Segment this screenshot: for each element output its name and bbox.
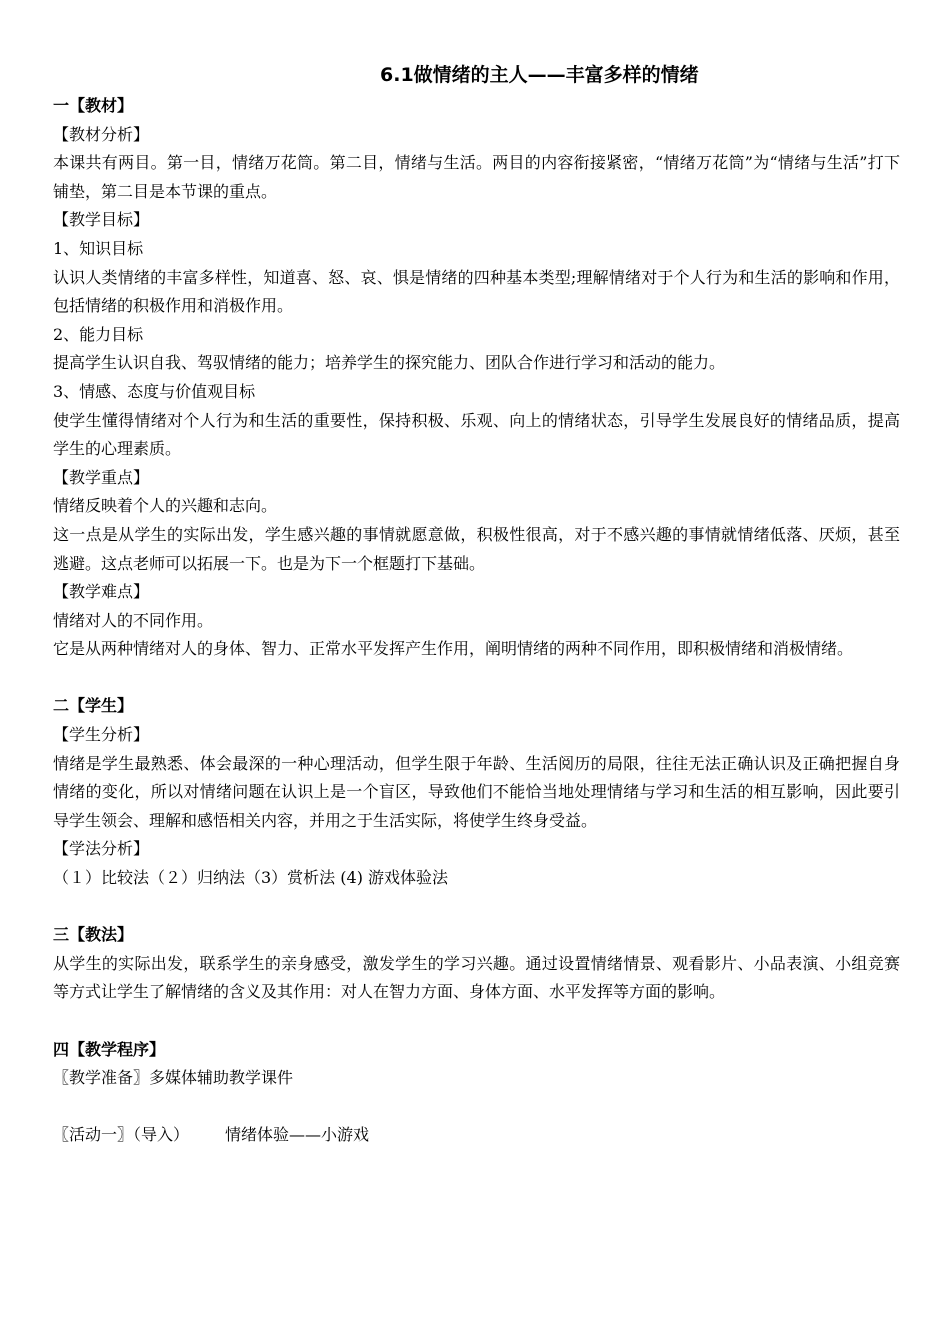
section-heading-students: 二【学生】	[53, 696, 134, 716]
activity-one-label: 〖活动一〗（导入）	[53, 1125, 190, 1145]
subheading-teaching-goals: 【教学目标】	[53, 210, 150, 230]
teaching-preparation: 〖教学准备〗多媒体辅助教学课件	[53, 1068, 294, 1088]
learning-methods-text: （１）比较法（２）归纳法（3）赏析法 (4) 游戏体验法	[53, 868, 449, 888]
spacer	[53, 893, 900, 922]
difficult-point-line: 情绪对人的不同作用。	[53, 610, 214, 630]
spacer	[53, 664, 900, 693]
subheading-learning-methods: 【学法分析】	[53, 839, 150, 859]
difficult-point-text: 它是从两种情绪对人的身体、智力、正常水平发挥产生作用，阐明情绪的两种不同作用，即积极情绪和消极情绪。	[53, 639, 854, 659]
subheading-key-point: 【教学重点】	[53, 467, 150, 487]
subheading-student-analysis: 【学生分析】	[53, 725, 150, 745]
key-point-text: 这一点是从学生的实际出发，学生感兴趣的事情就愿意做，积极性很高，对于不感兴趣的事情就情绪低落、厌烦，甚至逃避。这点老师可以拓展一下。也是为下一个框题打下基础。	[53, 524, 900, 573]
document-page	[53, 58, 900, 1150]
paragraph-textbook-analysis: 本课共有两目。第一目，情绪万花筒。第二目，情绪与生活。两目的内容衔接紧密，“情绪万花筒”为“情绪与生活”打下铺垫，第二目是本节课的重点。	[53, 153, 900, 201]
key-point-line: 情绪反映着个人的兴趣和志向。	[53, 496, 278, 516]
section-heading-teaching-method: 三【教法】	[53, 925, 134, 945]
paragraph-student-analysis: 情绪是学生最熟悉、体会最深的一种心理活动，但学生限于年龄、生活阅历的局限，往往无法正确认识及正确把握自身情绪的变化，所以对情绪问题在认识上是一个盲区，导致他们不能恰当地处理情绪与学习和生活的相互影响，因此要引导学生领会、理解和感悟相关内容，并用之于生活实际，将使学生终身受益。	[53, 753, 900, 830]
paragraph-teaching-method: 从学生的实际出发，联系学生的亲身感受，激发学生的学习兴趣。通过设置情绪情景、观看影片、小品表演、小组竞赛等方式让学生了解情绪的含义及其作用：对人在智力方面、身体方面、水平发挥等方面的影响。	[53, 953, 900, 1002]
goal-knowledge-label: 1、知识目标	[53, 238, 144, 258]
activity-one	[53, 1121, 900, 1150]
subheading-textbook-analysis: 【教材分析】	[53, 124, 150, 144]
goal-ability-label: 2、能力目标	[53, 324, 144, 344]
spacer	[53, 1093, 900, 1122]
section-heading-textbook: 一【教材】	[53, 96, 134, 115]
goal-emotion-label: 3、情感、态度与价值观目标	[53, 381, 256, 401]
subheading-difficult-point: 【教学难点】	[53, 582, 150, 602]
activity-one-text: 情绪体验——小游戏	[225, 1125, 370, 1145]
goal-emotion-text: 使学生懂得情绪对个人行为和生活的重要性，保持积极、乐观、向上的情绪状态，引导学生发展良好的情绪品质，提高学生的心理素质。	[53, 410, 900, 459]
document-title: 6.1做情绪的主人——丰富多样的情绪	[380, 64, 699, 86]
goal-ability-text: 提高学生认识自我、驾驭情绪的能力；培养学生的探究能力、团队合作进行学习和活动的能力。	[53, 353, 726, 373]
goal-knowledge-text: 认识人类情绪的丰富多样性，知道喜、怒、哀、惧是情绪的四种基本类型;理解情绪对于个人行为和生活的影响和作用，包括情绪的积极作用和消极作用。	[53, 267, 900, 316]
spacer	[53, 1007, 900, 1036]
section-heading-teaching-procedure: 四【教学程序】	[53, 1039, 166, 1059]
